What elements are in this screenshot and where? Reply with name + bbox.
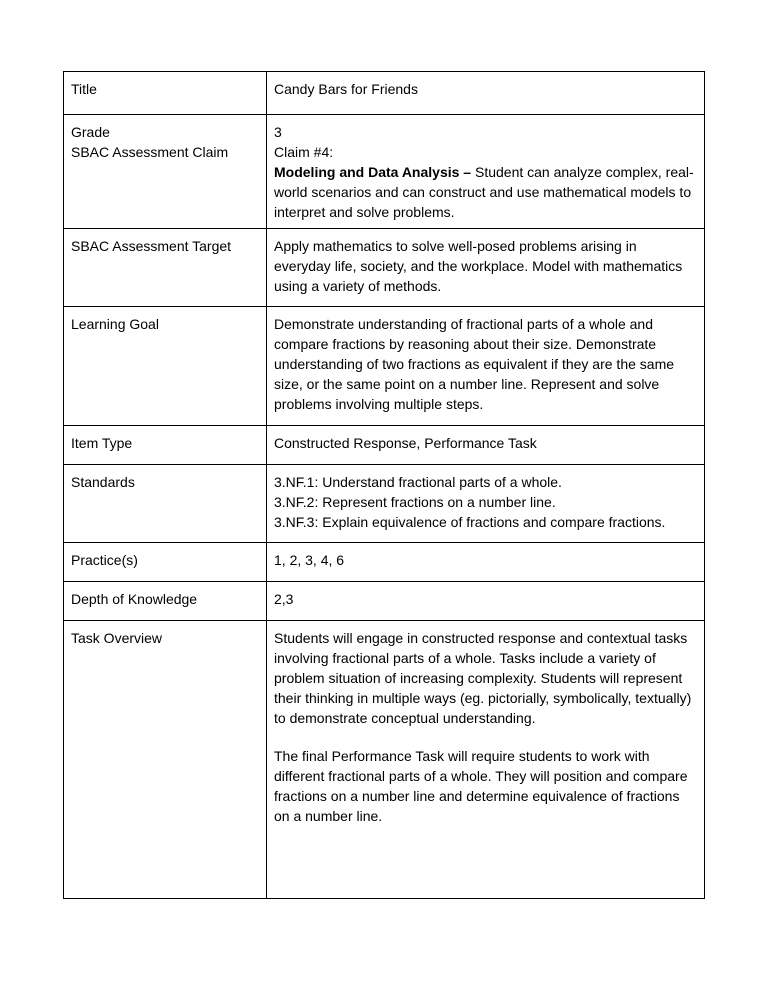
practices-value: 1, 2, 3, 4, 6 — [267, 543, 705, 582]
claim-heading: Modeling and Data Analysis – — [274, 164, 472, 180]
title-value: Candy Bars for Friends — [267, 72, 705, 115]
table-row-target — [64, 229, 705, 307]
claim-text: Student can analyze complex, real-world scenarios and can construct and use mathematical models to interpret and solve problems. — [274, 164, 694, 220]
learning-goal-value: Demonstrate understanding of fractional parts of a whole and compare fractions by reasoning about their size. Demonstrate understanding of two fractions as equivalent if they are the same size, or the same point on a number line. Represent and solve problems involving multiple steps. — [267, 307, 705, 426]
standard-item: 3.NF.3: Explain equivalence of fractions and compare fractions. — [274, 514, 666, 530]
table-row-standards — [64, 465, 705, 543]
grade-value: 3 — [274, 124, 282, 140]
learning-goal-label: Learning Goal — [64, 307, 267, 426]
title-label: Title — [64, 72, 267, 115]
claim-number: Claim #4: — [274, 144, 334, 160]
standard-item: 3.NF.2: Represent fractions on a number line. — [274, 494, 556, 510]
table-row-title — [64, 72, 705, 115]
task-info-table — [63, 71, 705, 899]
table-row-overview — [64, 621, 705, 899]
dok-label: Depth of Knowledge — [64, 582, 267, 621]
grade-claim-label-cell — [64, 115, 267, 229]
standards-label: Standards — [64, 465, 267, 543]
table-row-learning-goal — [64, 307, 705, 426]
table-row-grade-claim — [64, 115, 705, 229]
standard-item: 3.NF.1: Understand fractional parts of a whole. — [274, 474, 562, 490]
overview-paragraph-1: Students will engage in constructed response and contextual tasks involving fractional parts of a whole. Tasks include a variety of problem situation of increasing complexity. Students will represent their thinking in multiple ways (eg. pictorially, symbolically, textually) to demonstrate conceptual understanding. — [274, 630, 692, 726]
table-row-dok — [64, 582, 705, 621]
table-row-practices — [64, 543, 705, 582]
claim-label: SBAC Assessment Claim — [71, 144, 229, 160]
table-row-item-type — [64, 426, 705, 465]
standards-value — [267, 465, 705, 543]
target-label: SBAC Assessment Target — [64, 229, 267, 307]
overview-paragraph-2: The final Performance Task will require students to work with different fractional parts of a whole. They will position and compare fractions on a number line and determine equivalence of fractions on a number line. — [274, 748, 688, 824]
item-type-label: Item Type — [64, 426, 267, 465]
overview-label: Task Overview — [64, 621, 267, 899]
target-value: Apply mathematics to solve well-posed problems arising in everyday life, society, and the workplace. Model with mathematics using a variety of methods. — [267, 229, 705, 307]
item-type-value: Constructed Response, Performance Task — [267, 426, 705, 465]
grade-label: Grade — [71, 124, 110, 140]
grade-claim-value-cell — [267, 115, 705, 229]
overview-value — [267, 621, 705, 899]
claim-description — [274, 164, 694, 220]
dok-value: 2,3 — [267, 582, 705, 621]
practices-label: Practice(s) — [64, 543, 267, 582]
